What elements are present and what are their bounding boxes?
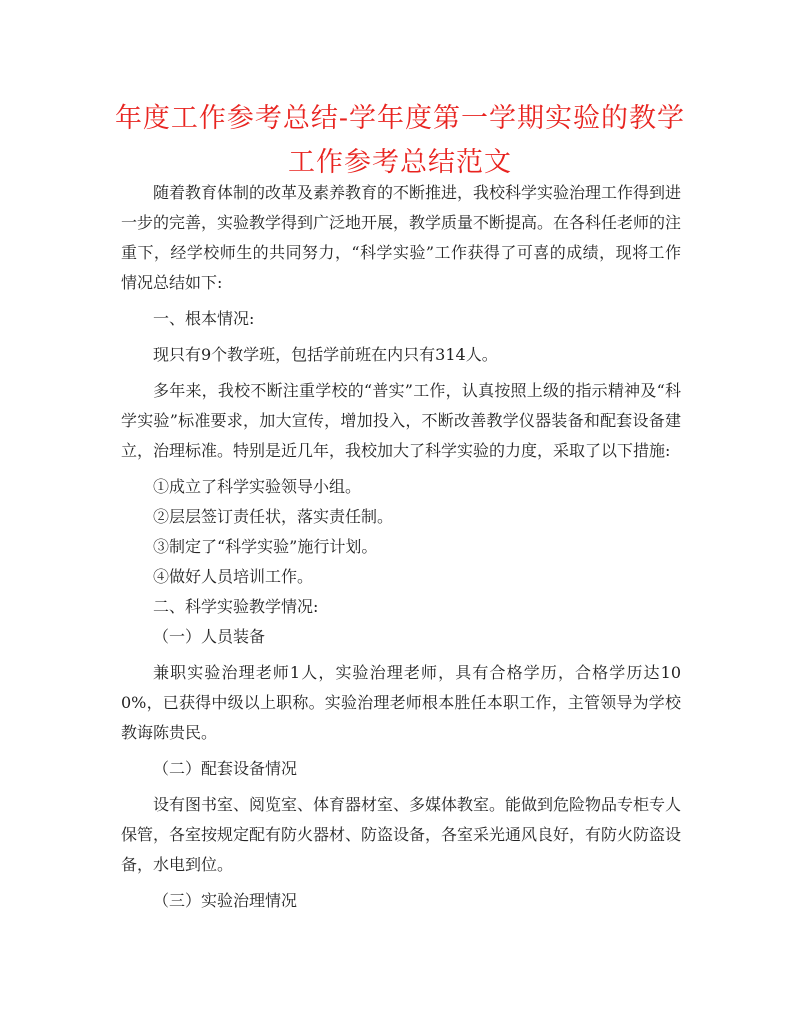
- paragraph-equipment: 设有图书室、阅览室、体育器材室、多媒体教室。能做到危险物品专柜专人保管，各室按规定配有防火器材、防盗设备，各室采光通风良好，有防火防盗设备，水电到位。: [121, 795, 682, 874]
- section-heading-teaching: 二、科学实验教学情况:: [153, 597, 319, 616]
- subsection-heading-management: （三）实验治理情况: [153, 891, 298, 910]
- paragraph-staff: 兼职实验治理老师1人，实验治理老师，具有合格学历，合格学历达100%，已获得中级以上职称。实验治理老师根本胜任本职工作，主管领导为学校教诲陈贵民。: [121, 663, 681, 742]
- list-item-measure-2: ②层层签订责任状，落实责任制。: [153, 507, 394, 526]
- section-heading-basic: 一、根本情况:: [153, 309, 255, 328]
- subsection-heading-equipment: （二）配套设备情况: [153, 759, 298, 778]
- document-title: 年度工作参考总结-学年度第一学期实验的教学工作参考总结范文: [114, 103, 686, 178]
- list-item-measure-3: ③制定了“科学实验”施行计划。: [153, 537, 378, 556]
- list-item-measure-1: ①成立了科学实验领导小组。: [153, 477, 362, 496]
- subsection-heading-staff: （一）人员装备: [153, 627, 266, 646]
- list-item-measure-4: ④做好人员培训工作。: [153, 567, 314, 586]
- document-body: [121, 178, 681, 916]
- paragraph-intro: 随着教育体制的改革及素养教育的不断推进，我校科学实验治理工作得到进一步的完善，实验教学得到广泛地开展，教学质量不断提高。在各科任老师的注重下，经学校师生的共同努力，“科学实验”工作获得了可喜的成绩，现将工作情况总结如下:: [121, 183, 682, 292]
- paragraph-class-count: 现只有9个教学班，包括学前班在内只有314人。: [153, 345, 498, 364]
- paragraph-measures: 多年来，我校不断注重学校的“普实”工作，认真按照上级的指示精神及“科学实验”标准要求，加大宣传，增加投入，不断改善教学仪器装备和配套设备建立，治理标准。特别是近几年，我校加大了科学实验的力度，采取了以下措施:: [121, 381, 681, 460]
